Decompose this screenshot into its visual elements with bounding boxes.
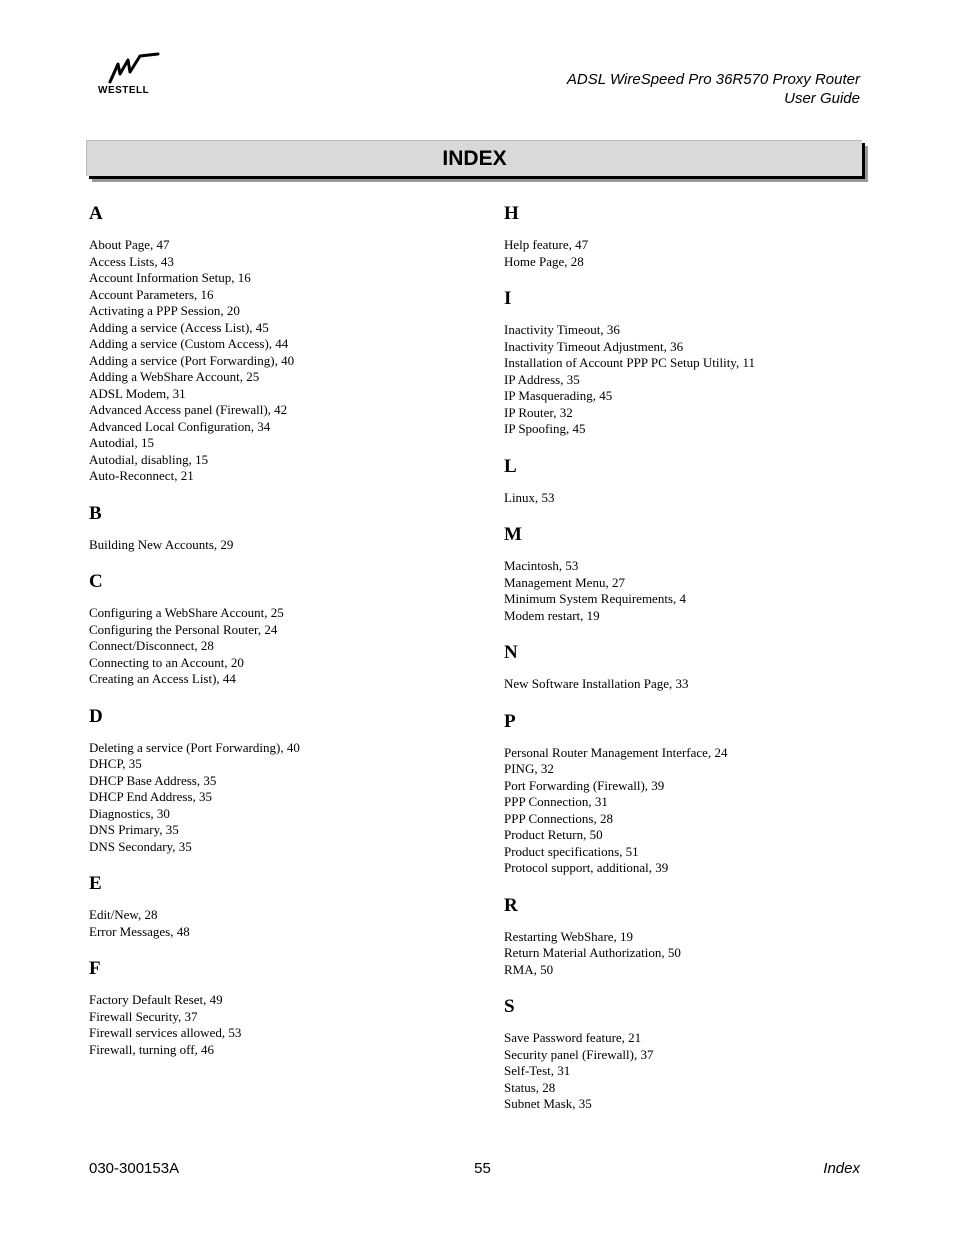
index-entry: Save Password feature, 21 <box>504 1030 642 1045</box>
index-entry: Product Return, 50 <box>504 827 603 842</box>
index-entry: Modem restart, 19 <box>504 607 600 623</box>
section-letter: R <box>504 894 518 916</box>
index-entry: Minimum System Requirements, 4 <box>504 591 686 606</box>
index-entry: Protocol support, additional, 39 <box>504 860 669 875</box>
index-entry: Return Material Authorization, 50 <box>504 945 681 960</box>
index-section-l <box>504 456 884 507</box>
index-section-r <box>504 895 884 979</box>
index-entry: RMA, 50 <box>504 961 554 977</box>
section-letter: I <box>504 288 512 309</box>
index-entry: IP Masquerading, 45 <box>504 388 613 403</box>
index-section-h <box>504 203 884 270</box>
index-entry: Advanced Access panel (Firewall), 42 <box>89 402 288 417</box>
index-entry: Subnet Mask, 35 <box>504 1096 592 1111</box>
index-column-left <box>89 203 469 1076</box>
index-entry: Advanced Local Configuration, 34 <box>89 418 271 434</box>
section-letter: P <box>504 710 516 732</box>
westell-logo-icon <box>106 52 162 86</box>
section-letter: M <box>504 524 522 545</box>
index-entry: Firewall Security, 37 <box>89 1008 198 1024</box>
section-letter: D <box>89 705 103 727</box>
index-entry: DNS Secondary, 35 <box>89 838 192 854</box>
index-entry: Autodial, 15 <box>89 435 154 450</box>
index-entry: Port Forwarding (Firewall), 39 <box>504 777 665 793</box>
index-section-s <box>504 996 884 1113</box>
section-letter: S <box>504 996 515 1017</box>
section-letter: N <box>504 642 518 663</box>
index-entry: IP Address, 35 <box>504 371 580 387</box>
index-entry: Access Lists, 43 <box>89 253 174 269</box>
index-entry: Macintosh, 53 <box>504 558 579 573</box>
index-section-a <box>89 203 469 485</box>
index-entry: New Software Installation Page, 33 <box>504 676 689 691</box>
index-entry: Restarting WebShare, 19 <box>504 928 634 944</box>
index-entry: DNS Primary, 35 <box>89 822 179 837</box>
index-entry: Deleting a service (Port Forwarding), 40 <box>89 739 300 755</box>
index-entry: Error Messages, 48 <box>89 923 190 939</box>
index-entry: Connect/Disconnect, 28 <box>89 638 214 653</box>
index-entry: Edit/New, 28 <box>89 907 158 922</box>
section-letter: B <box>89 502 102 524</box>
index-section-p <box>504 711 884 877</box>
index-entry: Status, 28 <box>504 1079 556 1095</box>
index-entry: Auto-Reconnect, 21 <box>89 468 194 483</box>
index-entry: Firewall, turning off, 46 <box>89 1041 215 1057</box>
index-entry: About Page, 47 <box>89 237 170 252</box>
section-letter: F <box>89 958 101 979</box>
section-letter: E <box>89 873 102 894</box>
index-entry: IP Spoofing, 45 <box>504 421 586 436</box>
index-entry: IP Router, 32 <box>504 404 573 420</box>
index-section-b <box>89 503 469 554</box>
index-section-m <box>504 524 884 624</box>
index-entry: Adding a service (Custom Access), 44 <box>89 336 289 351</box>
document-title-line2: User Guide <box>784 90 860 107</box>
index-entry: Account Parameters, 16 <box>89 286 214 302</box>
index-entry: Connecting to an Account, 20 <box>89 654 244 670</box>
index-entry: Factory Default Reset, 49 <box>89 992 223 1007</box>
index-entry: Personal Router Management Interface, 24 <box>504 744 728 760</box>
index-entry: Activating a PPP Session, 20 <box>89 303 240 318</box>
index-entry: Self-Test, 31 <box>504 1063 571 1078</box>
document-title <box>567 70 860 108</box>
index-entry: Autodial, disabling, 15 <box>89 451 209 467</box>
index-entry: PPP Connections, 28 <box>504 810 613 826</box>
footer-section: Index <box>823 1160 860 1177</box>
index-entry: Inactivity Timeout, 36 <box>504 322 620 337</box>
index-entry: Inactivity Timeout Adjustment, 36 <box>504 338 684 354</box>
section-letter: H <box>504 203 519 224</box>
index-entry: ADSL Modem, 31 <box>89 385 186 401</box>
index-entry: DHCP End Address, 35 <box>89 789 213 804</box>
index-entry: Creating an Access List), 44 <box>89 671 236 686</box>
page-title: INDEX <box>442 147 507 170</box>
index-section-f <box>89 958 469 1058</box>
index-entry: PPP Connection, 31 <box>504 794 608 809</box>
index-entry: Adding a WebShare Account, 25 <box>89 369 260 384</box>
index-entry: PING, 32 <box>504 761 554 776</box>
index-banner <box>86 140 862 176</box>
footer-page-number: 55 <box>474 1160 491 1177</box>
index-section-e <box>89 873 469 940</box>
document-title-line1: ADSL WireSpeed Pro 36R570 Proxy Router <box>566 71 860 88</box>
section-letter: L <box>504 455 517 477</box>
index-entry: Security panel (Firewall), 37 <box>504 1046 654 1062</box>
section-letter: A <box>89 203 103 224</box>
section-letter: C <box>89 571 103 592</box>
index-section-c <box>89 571 469 688</box>
index-section-d <box>89 706 469 856</box>
index-entry: Linux, 53 <box>504 489 555 505</box>
index-entry: DHCP, 35 <box>89 756 142 771</box>
index-entry: Product specifications, 51 <box>504 843 639 859</box>
index-entry: Adding a service (Access List), 45 <box>89 319 269 335</box>
westell-logo <box>96 52 168 98</box>
index-entry: Configuring a WebShare Account, 25 <box>89 605 284 620</box>
index-entry: Account Information Setup, 16 <box>89 270 251 285</box>
index-entry: Management Menu, 27 <box>504 574 625 590</box>
index-column-right <box>504 203 884 1131</box>
index-entry: Building New Accounts, 29 <box>89 536 234 552</box>
index-entry: Adding a service (Port Forwarding), 40 <box>89 352 295 368</box>
index-entry: Installation of Account PPP PC Setup Utility, 11 <box>504 355 755 370</box>
index-entry: Home Page, 28 <box>504 253 584 269</box>
index-entry: Diagnostics, 30 <box>89 805 170 821</box>
index-entry: DHCP Base Address, 35 <box>89 772 217 788</box>
index-section-n <box>504 642 884 693</box>
index-entry: Firewall services allowed, 53 <box>89 1025 242 1040</box>
footer-doc-number: 030-300153A <box>89 1160 180 1177</box>
logo-text: WESTELL <box>98 85 150 96</box>
index-entry: Configuring the Personal Router, 24 <box>89 621 278 637</box>
index-entry: Help feature, 47 <box>504 237 589 252</box>
index-section-i <box>504 288 884 438</box>
